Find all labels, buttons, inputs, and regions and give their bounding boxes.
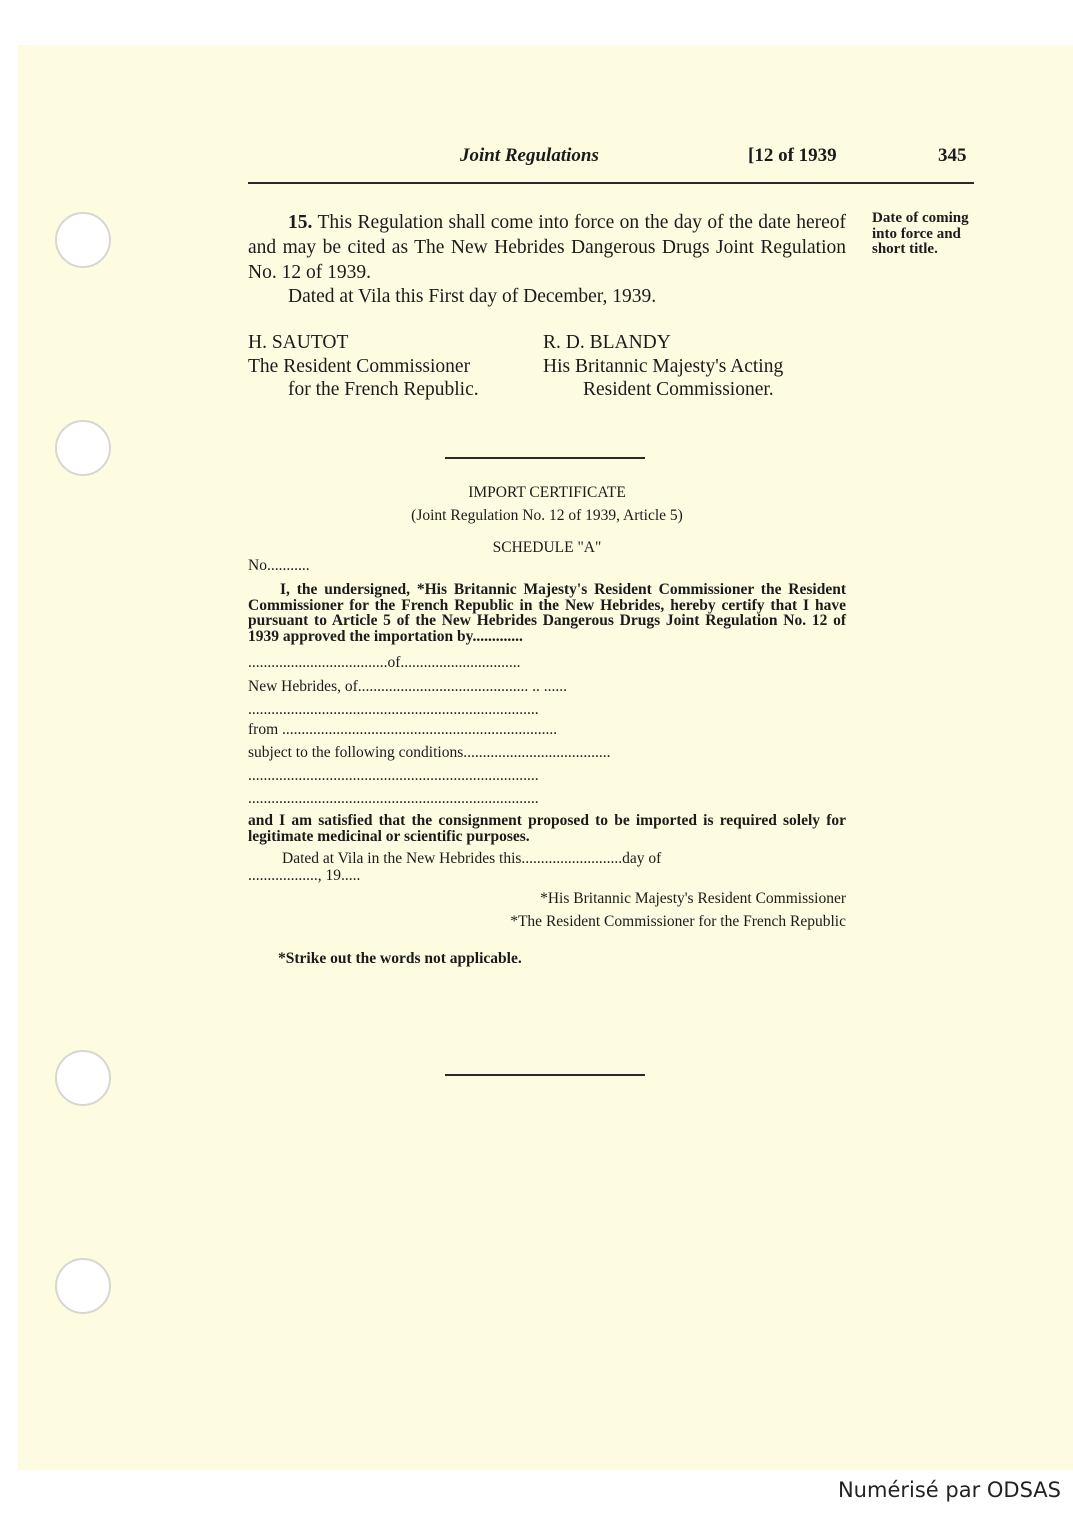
form-line-new-hebrides: New Hebrides, of............................................ .. ...... bbox=[248, 678, 568, 695]
form-line-from: from ....................................................................... bbox=[248, 721, 558, 738]
signature-british-line: *His Britannic Majesty's Resident Commissioner bbox=[540, 890, 846, 907]
running-header-title: Joint Regulations bbox=[460, 145, 599, 166]
certificate-satisfied-clause: and I am satisfied that the consignment proposed to be imported is required solely for legitimate medicinal or scientific purposes. bbox=[248, 812, 846, 845]
signature-block-french bbox=[248, 331, 479, 402]
digitization-credit: Numérisé par ODSAS bbox=[837, 1478, 1061, 1502]
certificate-body: I, the undersigned, *His Britannic Majesty's Resident Commissioner the Resident Commissioner for the French Republic in the New Hebrides, hereby certify that I have pursuant to Article 5 of the New Hebrides Dangerous Drugs Joint Regulation No. 12 of 1939 approved the importation by............. bbox=[248, 581, 846, 645]
form-line-blank: ........................................................................... bbox=[248, 767, 539, 784]
signatory-name: H. SAUTOT bbox=[248, 332, 349, 353]
section-divider bbox=[445, 457, 645, 459]
binder-hole bbox=[55, 1258, 111, 1314]
binder-hole bbox=[55, 1050, 111, 1106]
footnote: *Strike out the words not applicable. bbox=[278, 950, 522, 967]
running-header-regulation-number: [12 of 1939 bbox=[748, 145, 837, 166]
form-line-conditions: subject to the following conditions...................................... bbox=[248, 744, 611, 761]
schedule-heading: SCHEDULE "A" bbox=[492, 539, 602, 556]
certificate-number-line: No........... bbox=[248, 557, 310, 574]
certificate-subtitle: (Joint Regulation No. 12 of 1939, Article 5) bbox=[411, 507, 683, 524]
signatory-title: The Resident Commissioner bbox=[248, 355, 471, 377]
page-number: 345 bbox=[938, 145, 967, 166]
signatory-title: Resident Commissioner. bbox=[583, 379, 774, 400]
form-line-of: ....................................of............................... bbox=[248, 654, 521, 671]
section-15-text: This Regulation shall come into force on the day of the date hereof and may be cited as The New Hebrides Dangerous Drugs Joint Regulation No. 12 of 1939. bbox=[248, 212, 846, 283]
section-divider bbox=[445, 1074, 645, 1076]
signature-french-line: *The Resident Commissioner for the French Republic bbox=[510, 913, 846, 930]
certificate-dated-line: Dated at Vila in the New Hebrides this..........................day of bbox=[282, 850, 662, 867]
section-number: 15. bbox=[288, 212, 313, 233]
signature-block-british bbox=[543, 331, 783, 402]
form-line-blank: ........................................................................... bbox=[248, 701, 539, 718]
certificate-title: IMPORT CERTIFICATE bbox=[468, 484, 626, 501]
binder-hole bbox=[55, 212, 111, 268]
margin-note: Date of coming into force and short title. bbox=[872, 210, 969, 257]
certificate-year-line: .................., 19..... bbox=[248, 867, 361, 884]
signatory-title: His Britannic Majesty's Acting bbox=[543, 355, 784, 377]
header-rule bbox=[248, 182, 974, 184]
dated-line: Dated at Vila this First day of December, 1939. bbox=[288, 286, 657, 307]
form-line-blank: ........................................................................... bbox=[248, 790, 539, 807]
signatory-name: R. D. BLANDY bbox=[543, 332, 671, 353]
binder-hole bbox=[55, 420, 111, 476]
section-15-paragraph bbox=[248, 210, 846, 285]
signatory-title: for the French Republic. bbox=[288, 379, 479, 400]
